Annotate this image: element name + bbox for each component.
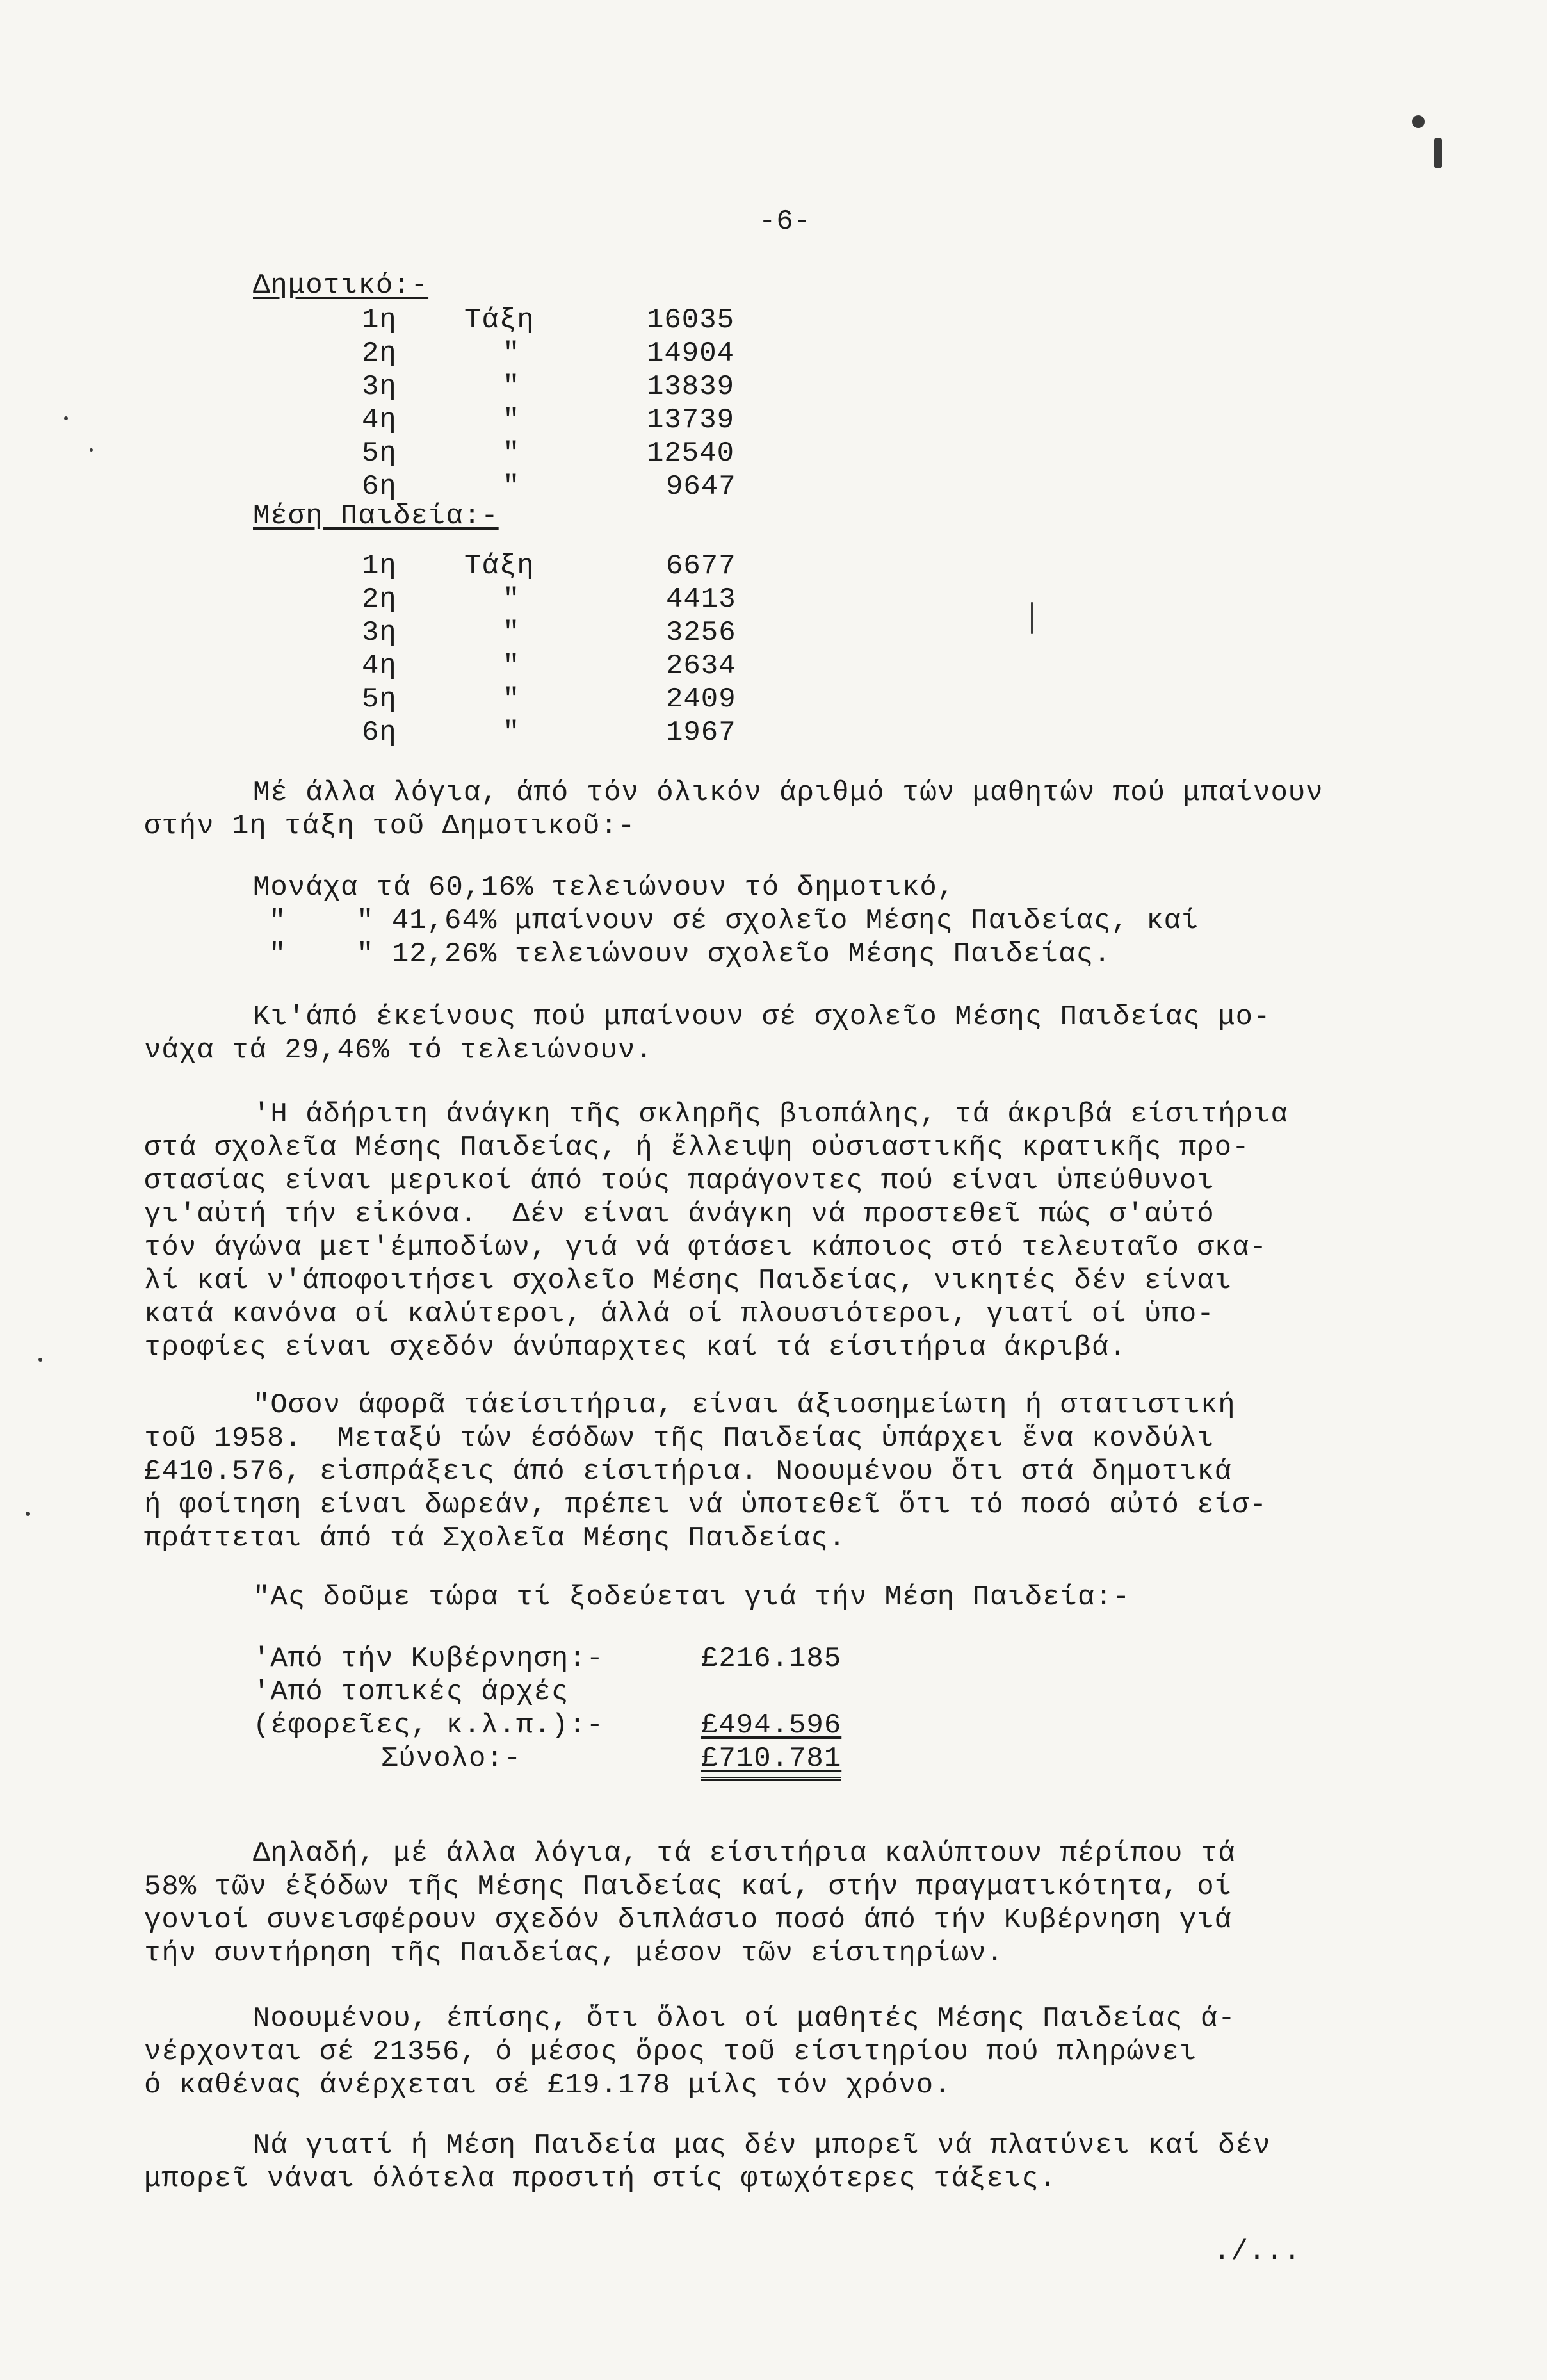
para3-line-2: στά σχολεῖα Μέσης Παιδείας, ή ἔλλειψη οὐσιαστικῆς κρατικῆς προ- bbox=[144, 1132, 1250, 1164]
para3-line-6: λί καί ν'άποφοιτήσει σχολεῖο Μέσης Παιδείας, νικητές δέν είναι bbox=[144, 1265, 1233, 1297]
mesi-value-3: 3256 bbox=[666, 617, 736, 649]
mesi-value-1: 6677 bbox=[666, 550, 736, 582]
para1-line-2: στήν 1η τάξη τοῦ Δημοτικοῦ:- bbox=[144, 810, 636, 842]
dimotiko-grade-4: 4η bbox=[362, 404, 397, 436]
para8-line-1: Νά γιατί ή Μέση Παιδεία μας δέν μπορεῖ νά πλατύνει καί δέν bbox=[253, 2130, 1271, 2162]
mesi-word-6: " bbox=[503, 717, 521, 749]
para3-line-7: κατά κανόνα οί καλύτεροι, άλλά οί πλουσιότεροι, γιατί οί ὑπο- bbox=[144, 1298, 1215, 1330]
dimotiko-grade-6: 6η bbox=[362, 471, 397, 503]
mesi-grade-4: 4η bbox=[362, 650, 397, 682]
para7-line-1: Νοουμένου, έπίσης, ὅτι ὅλοι οί μαθητές Μέσης Παιδείας ά- bbox=[253, 2003, 1236, 2035]
mesi-value-6: 1967 bbox=[666, 717, 736, 749]
dimotiko-word-5: " bbox=[503, 437, 521, 469]
spending-total-label: Σύνολο:- bbox=[381, 1743, 522, 1775]
list-line-3: " " 12,26% τελειώνουν σχολεῖο Μέσης Παιδείας. bbox=[269, 938, 1112, 970]
spending-total-value: £710.781 bbox=[701, 1741, 841, 1781]
scan-speck bbox=[64, 416, 68, 420]
dimotiko-grade-2: 2η bbox=[362, 338, 397, 370]
para3-line-5: τόν άγώνα μετ'έμποδίων, γιά νά φτάσει κάποιος στό τελευταῖο σκα- bbox=[144, 1232, 1267, 1264]
mesi-grade-6: 6η bbox=[362, 717, 397, 749]
para1-line-1: Μέ άλλα λόγια, άπό τόν όλικόν άριθμό τών μαθητών πού μπαίνουν bbox=[253, 777, 1324, 809]
para3-line-4: γι'αὐτή τήν εἰκόνα. Δέν είναι άνάγκη νά προστεθεῖ πώς σ'αὐτό bbox=[144, 1198, 1215, 1230]
spending-gov-value: £216.185 bbox=[701, 1643, 842, 1675]
dimotiko-value-6: 9647 bbox=[666, 471, 736, 503]
list-line-1: Μονάχα τά 60,16% τελειώνουν τό δημοτικό, bbox=[253, 872, 955, 904]
mesi-grade-3: 3η bbox=[362, 617, 397, 649]
spending-local-label-1: 'Από τοπικές άρχές bbox=[253, 1676, 569, 1708]
mesi-grade-2: 2η bbox=[362, 583, 397, 615]
mesi-word-1: Τάξη bbox=[464, 550, 535, 582]
dimotiko-word-4: " bbox=[503, 404, 521, 436]
scan-speck bbox=[38, 1358, 42, 1362]
para4-line-2: τοῦ 1958. Μεταξύ τών έσόδων τῆς Παιδείας ὑπάρχει ἕνα κονδύλι bbox=[144, 1422, 1215, 1455]
spending-local-label-2: (έφορεῖες, κ.λ.π.):- bbox=[253, 1709, 604, 1741]
para6-line-1: Δηλαδή, μέ άλλα λόγια, τά είσιτήρια καλύπτουν πέρίπου τά bbox=[253, 1838, 1236, 1870]
scan-speck bbox=[1412, 115, 1425, 128]
mesi-word-2: " bbox=[503, 583, 521, 615]
dimotiko-grade-3: 3η bbox=[362, 371, 397, 403]
dimotiko-value-4: 13739 bbox=[647, 404, 735, 436]
dimotiko-word-6: " bbox=[503, 471, 521, 503]
dimotiko-word-1: Τάξη bbox=[464, 304, 535, 336]
scan-speck bbox=[1031, 602, 1033, 634]
para2-line-2: νάχα τά 29,46% τό τελειώνουν. bbox=[144, 1034, 653, 1066]
dimotiko-value-2: 14904 bbox=[647, 338, 735, 370]
mesi-value-5: 2409 bbox=[666, 683, 736, 715]
mesi-heading: Μέση Παιδεία:- bbox=[253, 500, 499, 532]
spending-gov-label: 'Από τήν Κυβέρνηση:- bbox=[253, 1643, 604, 1675]
para5-line: "Ας δοῦμε τώρα τί ξοδεύεται γιά τήν Μέση Παιδεία:- bbox=[253, 1581, 1131, 1613]
para6-line-3: γονιοί συνεισφέρουν σχεδόν διπλάσιο ποσό άπό τήν Κυβέρνηση γιά bbox=[144, 1904, 1233, 1936]
mesi-word-5: " bbox=[503, 683, 521, 715]
para3-line-8: τροφίες είναι σχεδόν άνύπαρχτες καί τά είσιτήρια άκριβά. bbox=[144, 1332, 1127, 1364]
dimotiko-value-5: 12540 bbox=[647, 437, 735, 469]
para6-line-4: τήν συντήρηση τῆς Παιδείας, μέσον τῶν είσιτηρίων. bbox=[144, 1937, 1004, 1969]
para6-line-2: 58% τῶν έξόδων τῆς Μέσης Παιδείας καί, στήν πραγματικότητα, οί bbox=[144, 1871, 1233, 1903]
page-number: -6- bbox=[759, 206, 812, 238]
para7-line-3: ό καθένας άνέρχεται σέ £19.178 μίλς τόν χρόνο. bbox=[144, 2069, 952, 2101]
continuation-marker: ./... bbox=[1213, 2236, 1302, 2268]
para8-line-2: μπορεῖ νάναι όλότελα προσιτή στίς φτωχότερες τάξεις. bbox=[144, 2163, 1057, 2195]
para4-line-1: "Οσον άφορᾶ τάείσιτήρια, είναι άξιοσημείωτη ή στατιστική bbox=[253, 1389, 1236, 1421]
dimotiko-heading: Δημοτικό:- bbox=[253, 270, 429, 302]
mesi-value-2: 4413 bbox=[666, 583, 736, 615]
scan-speck bbox=[90, 448, 93, 452]
list-line-2: " " 41,64% μπαίνουν σέ σχολεῖο Μέσης Παιδείας, καί bbox=[269, 905, 1199, 937]
dimotiko-grade-1: 1η bbox=[362, 304, 397, 336]
scan-speck bbox=[26, 1512, 30, 1516]
para3-line-3: στασίας είναι μερικοί άπό τούς παράγοντες πού είναι ὑπεύθυνοι bbox=[144, 1165, 1215, 1197]
para3-line-1: 'Η άδήριτη άνάγκη τῆς σκληρῆς βιοπάλης, τά άκριβά είσιτήρια bbox=[253, 1098, 1288, 1130]
dimotiko-value-1: 16035 bbox=[647, 304, 735, 336]
mesi-value-4: 2634 bbox=[666, 650, 736, 682]
dimotiko-grade-5: 5η bbox=[362, 437, 397, 469]
dimotiko-word-2: " bbox=[503, 338, 521, 370]
para4-line-5: πράττεται άπό τά Σχολεῖα Μέσης Παιδείας. bbox=[144, 1522, 846, 1554]
para2-line-1: Κι'άπό έκείνους πού μπαίνουν σέ σχολεῖο Μέσης Παιδείας μο- bbox=[253, 1001, 1271, 1033]
dimotiko-word-3: " bbox=[503, 371, 521, 403]
mesi-word-3: " bbox=[503, 617, 521, 649]
para7-line-2: νέρχονται σέ 21356, ό μέσος ὅρος τοῦ είσιτηρίου πού πληρώνει bbox=[144, 2036, 1197, 2068]
dimotiko-value-3: 13839 bbox=[647, 371, 735, 403]
mesi-word-4: " bbox=[503, 650, 521, 682]
mesi-grade-5: 5η bbox=[362, 683, 397, 715]
spending-local-value: £494.596 bbox=[701, 1709, 842, 1741]
scan-speck bbox=[1434, 138, 1442, 168]
para4-line-4: ή φοίτηση είναι δωρεάν, πρέπει νά ὑποτεθεῖ ὅτι τό ποσό αὐτό είσ- bbox=[144, 1489, 1267, 1521]
para4-line-3: £410.576, εἰσπράξεις άπό είσιτήρια. Νοουμένου ὅτι στά δημοτικά bbox=[144, 1456, 1233, 1488]
mesi-grade-1: 1η bbox=[362, 550, 397, 582]
